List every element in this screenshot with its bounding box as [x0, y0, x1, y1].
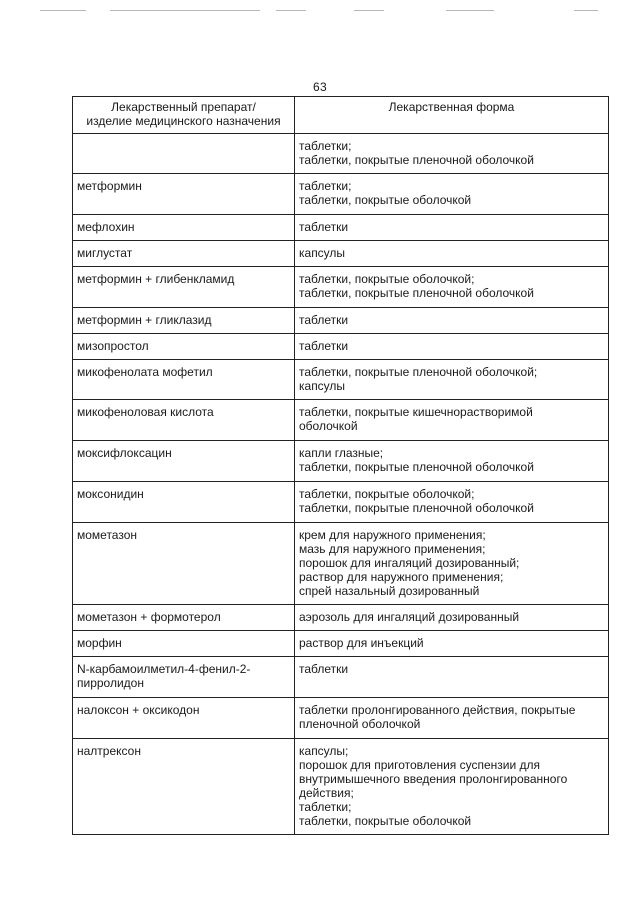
scan-artifact-line	[276, 10, 306, 11]
form-cell: таблетки	[295, 657, 609, 698]
form-cell: таблетки, покрытые кишечнорастворимой оболочкой	[295, 400, 609, 441]
drug-cell: микофеноловая кислота	[73, 400, 295, 441]
scan-artifact-line	[354, 10, 384, 11]
table-row	[73, 134, 609, 174]
drug-cell: налтрексон	[73, 739, 295, 835]
scan-artifact-line	[40, 10, 86, 11]
drug-cell: микофенолата мофетил	[73, 360, 295, 400]
drug-cell: мизопростол	[73, 334, 295, 360]
drug-cell: моксифлоксацин	[73, 441, 295, 482]
table-row	[73, 605, 609, 631]
form-cell: таблетки; таблетки, покрытые оболочкой	[295, 174, 609, 215]
scan-artifact-line	[110, 10, 260, 11]
column-header-drug: Лекарственный препарат/ изделие медицинского назначения	[73, 97, 295, 134]
table-row	[73, 241, 609, 267]
table-row	[73, 698, 609, 739]
form-cell: капсулы	[295, 241, 609, 267]
drug-cell: миглустат	[73, 241, 295, 267]
column-header-form: Лекарственная форма	[295, 97, 609, 134]
form-cell: таблетки, покрытые пленочной оболочкой; капсулы	[295, 360, 609, 400]
table-row	[73, 334, 609, 360]
table-row	[73, 657, 609, 698]
table-row	[73, 360, 609, 400]
drug-cell: метформин	[73, 174, 295, 215]
form-cell: капли глазные; таблетки, покрытые пленочной оболочкой	[295, 441, 609, 482]
table-row	[73, 308, 609, 334]
table-row	[73, 739, 609, 835]
form-cell: таблетки; таблетки, покрытые пленочной оболочкой	[295, 134, 609, 174]
table-row	[73, 400, 609, 441]
table-header-row	[73, 97, 609, 134]
form-cell: крем для наружного применения; мазь для наружного применения; порошок для ингаляций дозированный; раствор для наружного применения; спрей назальный дозированный	[295, 523, 609, 605]
table-row	[73, 215, 609, 241]
medication-table	[72, 96, 609, 835]
table-row	[73, 523, 609, 605]
drug-cell: мометазон	[73, 523, 295, 605]
table-row	[73, 441, 609, 482]
drug-cell: метформин + глибенкламид	[73, 267, 295, 308]
table-row	[73, 267, 609, 308]
drug-cell: морфин	[73, 631, 295, 657]
drug-cell: метформин + гликлазид	[73, 308, 295, 334]
form-cell: таблетки, покрытые оболочкой; таблетки, покрытые пленочной оболочкой	[295, 482, 609, 523]
form-cell: таблетки пролонгированного действия, покрытые пленочной оболочкой	[295, 698, 609, 739]
drug-cell: моксонидин	[73, 482, 295, 523]
form-cell: таблетки, покрытые оболочкой; таблетки, покрытые пленочной оболочкой	[295, 267, 609, 308]
page-number: 63	[313, 80, 327, 94]
table-row	[73, 174, 609, 215]
form-cell: аэрозоль для ингаляций дозированный	[295, 605, 609, 631]
drug-cell: мефлохин	[73, 215, 295, 241]
form-cell: раствор для инъекций	[295, 631, 609, 657]
form-cell: таблетки	[295, 215, 609, 241]
table-row	[73, 631, 609, 657]
form-cell: таблетки	[295, 334, 609, 360]
table-row	[73, 482, 609, 523]
drug-cell: налоксон + оксикодон	[73, 698, 295, 739]
scan-artifact-line	[574, 10, 598, 11]
scan-artifact-line	[446, 10, 494, 11]
form-cell: капсулы; порошок для приготовления суспензии для внутримышечного введения пролонгированного действия; таблетки; таблетки, покрытые оболочкой	[295, 739, 609, 835]
drug-cell	[73, 134, 295, 174]
drug-cell: N-карбамоилметил-4-фенил-2- пирролидон	[73, 657, 295, 698]
drug-cell: мометазон + формотерол	[73, 605, 295, 631]
form-cell: таблетки	[295, 308, 609, 334]
